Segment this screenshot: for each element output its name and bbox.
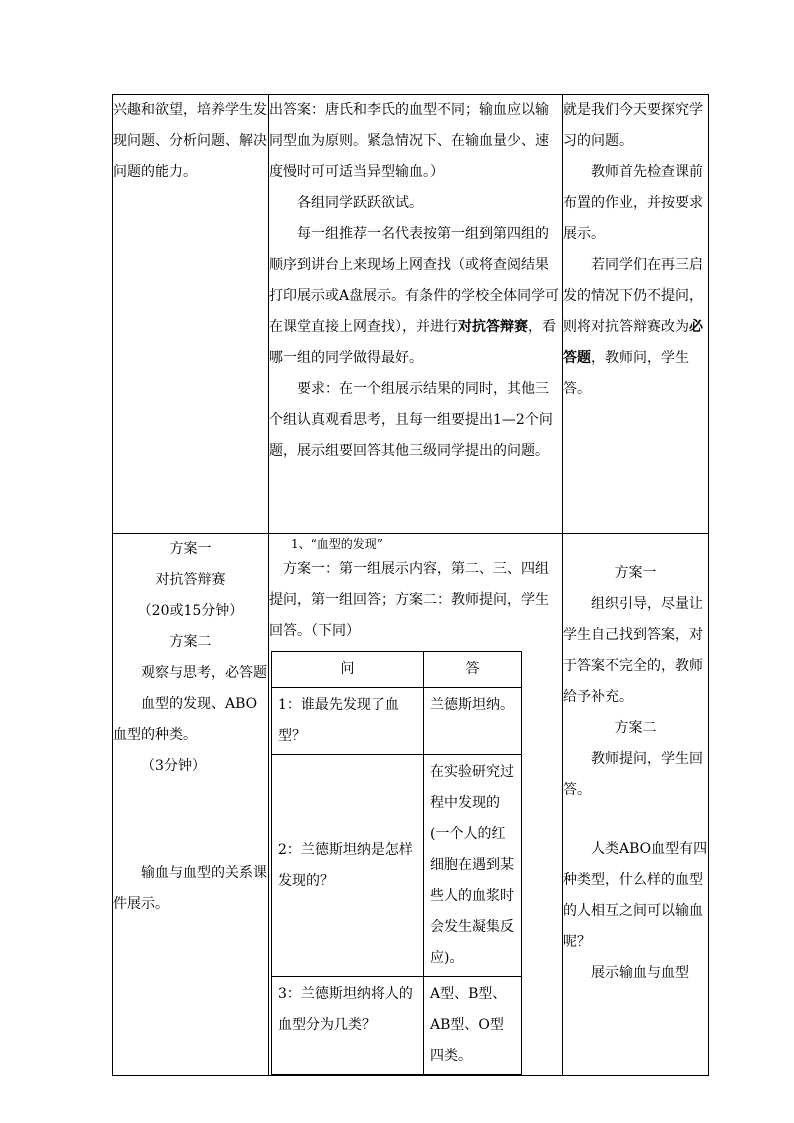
courseware-label: 输血与血型的关系课件展示。 [113, 865, 267, 912]
eager-text: 各组同学跃跃欲试。 [297, 195, 423, 211]
spacer [563, 534, 708, 558]
requirement-text: 要求：在一个组展示结果的同时，其他三个组认真观看思考，且每一组要提出1—2个问题，展示组要回答其他三级同学提出的问题。 [269, 381, 553, 459]
table-row [113, 95, 709, 534]
plan-one-label: 方案一 [169, 541, 212, 557]
duration-label: （20或15分钟） [137, 603, 244, 619]
plan-one-label: 方案一 [614, 565, 657, 581]
teacher-guidance-cell [563, 534, 709, 1076]
lesson-plan-table [112, 94, 709, 1076]
short-duration-label: （3分钟） [141, 758, 206, 774]
teacher-question-text: 教师提问，学生回答。 [563, 751, 703, 798]
answer-cell: A型、B型、AB型、O型四类。 [424, 977, 522, 1075]
question-cell: 1：谁最先发现了血型？ [272, 688, 424, 755]
question-cell: 2：兰德斯坦纳是怎样发现的？ [272, 755, 424, 977]
abo-question-text: 人类ABO血型有四种类型，什么样的血型的人相互之间可以输血呢？ [563, 841, 708, 950]
spacer [563, 806, 708, 834]
objective-cell [113, 95, 269, 534]
debate-label: 对抗答辩赛 [155, 572, 226, 588]
section-heading: 1、“血型的发现” [291, 537, 383, 551]
question-cell: 3：兰德斯坦纳将人的血型分为几类？ [272, 977, 424, 1075]
plan-two-label: 方案二 [614, 720, 657, 736]
guidance-text: 组织引导，尽量让学生自己找到答案，对于答案不完全的，教师给予补充。 [563, 596, 703, 705]
answer-text: 出答案：唐氏和李氏的血型不同；输血应以输同型血为原则。紧急情况下、在输血量少、速度慢时可可适当异型输血。） [269, 102, 549, 180]
inquiry-text: 就是我们今天要探究学习的问题。 [563, 102, 703, 149]
table-row [272, 652, 522, 688]
fallback-text: 若同学们在再三启发的情况下仍不提问，则将对抗答辩赛改为必答题，教师问，学生答。 [563, 257, 703, 397]
spacer [113, 782, 268, 858]
procedure-text: 每一组推荐一名代表按第一组到第四组的顺序到讲台上来现场上网查找（或将查阅结果打印展示或A盘展示。有条件的学校全体同学可在课堂直接上网查找），并进行对抗答辩赛，看哪一组的同学做得最好。 [269, 226, 560, 366]
observe-label: 观察与思考，必答题 [141, 665, 267, 681]
required-question-bold: 必答题 [563, 319, 703, 366]
answer-cell: 在实验研究过程中发现的(一个人的红细胞在遇到某些人的血浆时会发生凝集反应)。 [424, 755, 522, 977]
question-header: 问 [272, 652, 424, 688]
plan-cell [113, 534, 269, 1076]
topic-label: 血型的发现、ABO血型的种类。 [113, 696, 258, 743]
table-row [272, 755, 522, 977]
show-transfusion-text: 展示输血与血型 [591, 965, 689, 981]
content-cell [269, 534, 563, 1076]
table-row [272, 977, 522, 1075]
objective-text: 兴趣和欲望，培养学生发现问题、分析问题、解决问题的能力。 [113, 102, 267, 180]
intro-text: 方案一：第一组展示内容，第二、三、四组提问，第一组回答；方案二：教师提问，学生回答。（下同） [269, 561, 549, 639]
answer-cell: 兰德斯坦纳。 [424, 688, 522, 755]
check-homework-text: 教师首先检查课前布置的作业，并按要求展示。 [563, 164, 703, 242]
debate-bold: 对抗答辩赛 [458, 319, 528, 335]
table-row [113, 534, 709, 1076]
teacher-activity-cell [563, 95, 709, 534]
student-activity-cell [269, 95, 563, 534]
answer-header: 答 [424, 652, 522, 688]
plan-two-label: 方案二 [169, 634, 212, 650]
table-row [272, 688, 522, 755]
qa-table [271, 651, 522, 1075]
